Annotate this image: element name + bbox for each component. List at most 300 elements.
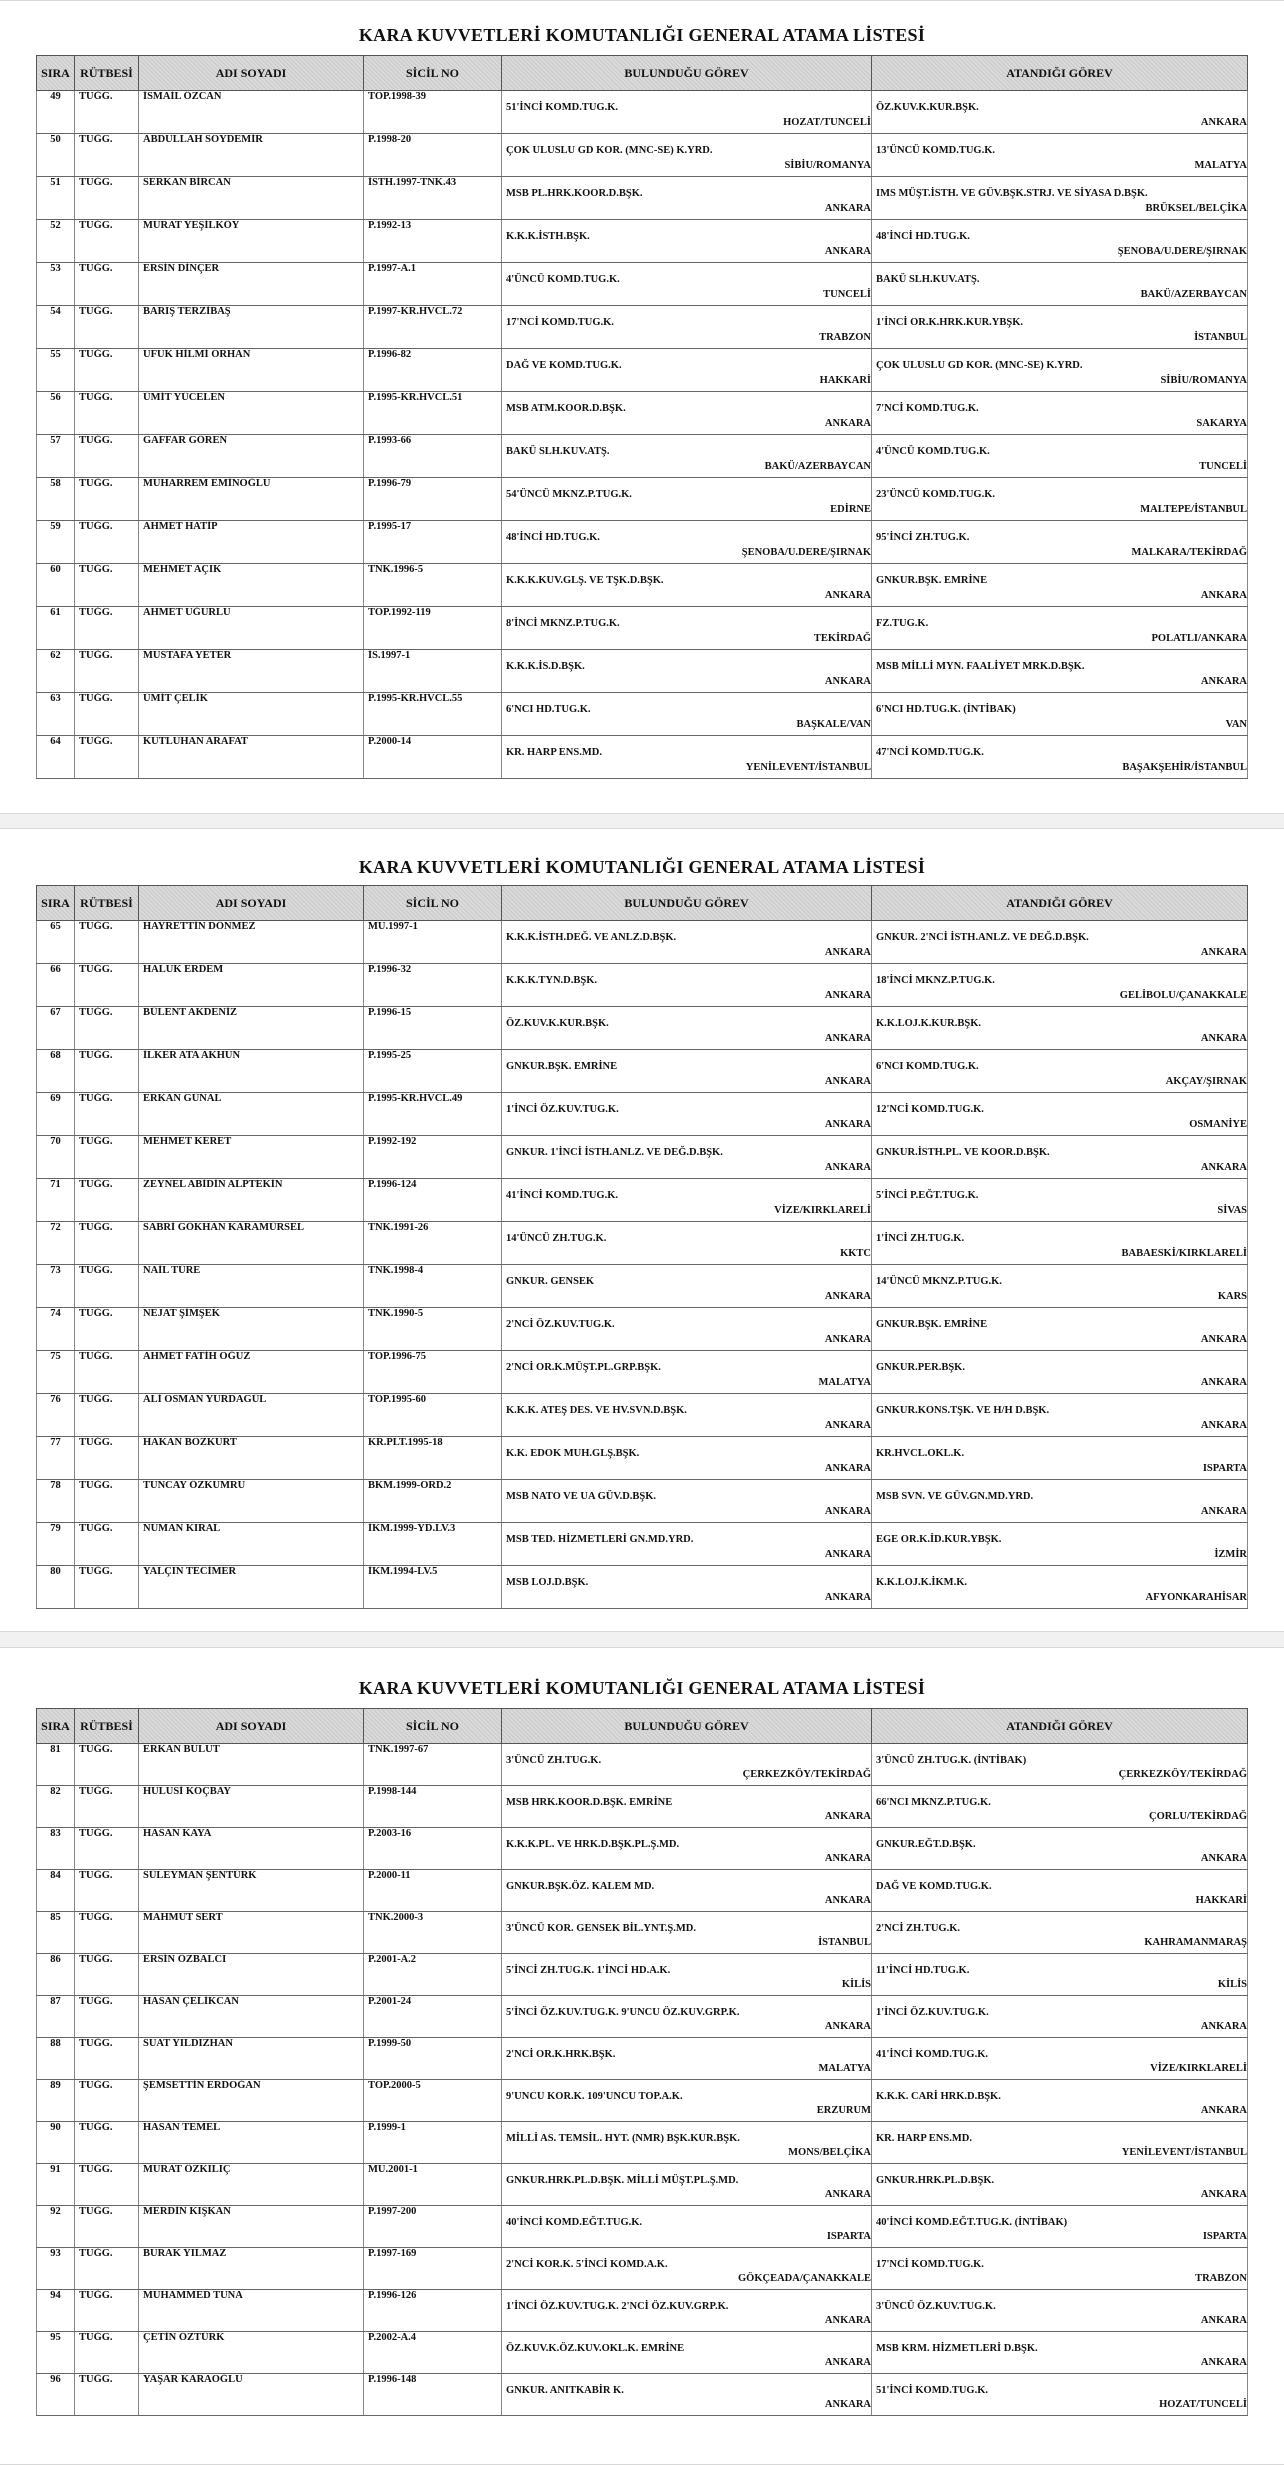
current-duty-unit: MSB PL.HRK.KOOR.D.BŞK.	[506, 188, 643, 199]
row-current-duty	[502, 306, 872, 349]
row-assigned-duty	[872, 2206, 1248, 2248]
assigned-duty-unit: GNKUR.BŞK. EMRİNE	[876, 575, 988, 586]
row-current-duty	[502, 921, 872, 964]
header-sira: SIRA	[37, 886, 75, 921]
table-row	[37, 2248, 1248, 2290]
row-rank: TUĞG.	[75, 2164, 139, 2206]
row-sicil: P.1995-KR.HVCL.55	[364, 693, 502, 736]
row-rank: TUĞG.	[75, 1050, 139, 1093]
assigned-duty-unit: 17'NCİ KOMD.TUG.K.	[876, 2259, 984, 2270]
row-sira: 73	[37, 1265, 75, 1308]
row-current-duty	[502, 2164, 872, 2206]
row-sira: 78	[37, 1480, 75, 1523]
header-current-duty: BULUNDUĞU GÖREV	[502, 1709, 872, 1744]
row-name: TUNCAY ÖZKUMRU	[139, 1480, 364, 1523]
table-row	[37, 1870, 1248, 1912]
row-assigned-duty	[872, 1523, 1248, 1566]
row-assigned-duty	[872, 607, 1248, 650]
row-rank: TUĞG.	[75, 1265, 139, 1308]
assigned-duty-location: TRABZON	[1195, 2273, 1247, 2284]
row-assigned-duty	[872, 1265, 1248, 1308]
row-current-duty	[502, 650, 872, 693]
row-name: MERDİN KIŞKAN	[139, 2206, 364, 2248]
row-rank: TUĞG.	[75, 1093, 139, 1136]
current-duty-location: TUNCELİ	[823, 289, 871, 300]
row-name: ŞEMSETTİN ERDOĞAN	[139, 2080, 364, 2122]
table-row	[37, 2290, 1248, 2332]
table-row	[37, 1954, 1248, 1996]
row-sicil: P.1995-17	[364, 521, 502, 564]
row-sira: 49	[37, 91, 75, 134]
row-sicil: P.1996-124	[364, 1179, 502, 1222]
assigned-duty-location: TUNCELİ	[1199, 461, 1247, 472]
assigned-duty-unit: EGE OR.K.İD.KUR.YBŞK.	[876, 1534, 1002, 1545]
row-name: ERKAN BULUT	[139, 1744, 364, 1786]
row-assigned-duty	[872, 736, 1248, 779]
row-name: HAKAN BOZKURT	[139, 1437, 364, 1480]
current-duty-unit: 1'İNCİ ÖZ.KUV.TUG.K.	[506, 1104, 619, 1115]
current-duty-unit: K.K.K. ATEŞ DES. VE HV.SVN.D.BŞK.	[506, 1405, 687, 1416]
assigned-duty-unit: 95'İNCİ ZH.TUG.K.	[876, 532, 970, 543]
row-sira: 64	[37, 736, 75, 779]
table-header-row	[37, 1709, 1248, 1744]
row-current-duty	[502, 91, 872, 134]
row-rank: TUĞG.	[75, 521, 139, 564]
row-sicil: P.1998-20	[364, 134, 502, 177]
current-duty-location: ERZURUM	[816, 2105, 871, 2116]
table-row	[37, 1179, 1248, 1222]
row-name: SÜLEYMAN ŞENTÜRK	[139, 1870, 364, 1912]
table-row	[37, 1744, 1248, 1786]
current-duty-location: ANKARA	[824, 1420, 871, 1431]
row-current-duty	[502, 2332, 872, 2374]
current-duty-location: ANKARA	[824, 990, 871, 1001]
assigned-duty-location: VAN	[1225, 719, 1247, 730]
current-duty-unit: 6'NCI HD.TUG.K.	[506, 704, 591, 715]
row-assigned-duty	[872, 2080, 1248, 2122]
assigned-duty-unit: 2'NCİ ZH.TUG.K.	[876, 1923, 961, 1934]
row-name: NUMAN KIRAL	[139, 1523, 364, 1566]
row-current-duty	[502, 1179, 872, 1222]
assigned-duty-location: GELİBOLU/ÇANAKKALE	[1119, 990, 1247, 1001]
row-rank: TUĞG.	[75, 921, 139, 964]
header-sicil: SİCİL NO	[364, 1709, 502, 1744]
assigned-duty-unit: MSB MİLLİ MYN. FAALİYET MRK.D.BŞK.	[876, 661, 1085, 672]
current-duty-location: MALATYA	[818, 2063, 871, 2074]
header-rank: RÜTBESİ	[75, 886, 139, 921]
table-row	[37, 220, 1248, 263]
row-name: HALUK ERDEM	[139, 964, 364, 1007]
row-sicil: P.2003-16	[364, 1828, 502, 1870]
assigned-duty-unit: 51'İNCİ KOMD.TUG.K.	[876, 2385, 989, 2396]
row-sira: 85	[37, 1912, 75, 1954]
row-rank: TUĞG.	[75, 2290, 139, 2332]
current-duty-unit: DAĞ VE KOMD.TUG.K.	[506, 360, 622, 371]
row-assigned-duty	[872, 177, 1248, 220]
table-row	[37, 478, 1248, 521]
row-sira: 59	[37, 521, 75, 564]
current-duty-location: ANKARA	[824, 2189, 871, 2200]
row-sicil: TNK.1998-4	[364, 1265, 502, 1308]
row-rank: TUĞG.	[75, 1786, 139, 1828]
assigned-duty-unit: 40'İNCİ KOMD.EĞT.TUG.K. (İNTİBAK)	[876, 2217, 1068, 2228]
row-name: HASAN ÇELİKCAN	[139, 1996, 364, 2038]
row-assigned-duty	[872, 921, 1248, 964]
row-current-duty	[502, 435, 872, 478]
current-duty-unit: 5'İNCİ ÖZ.KUV.TUG.K. 9'UNCU ÖZ.KUV.GRP.K.	[506, 2007, 740, 2018]
row-sira: 88	[37, 2038, 75, 2080]
current-duty-location: ANKARA	[824, 1811, 871, 1822]
table-row	[37, 306, 1248, 349]
row-rank: TUĞG.	[75, 607, 139, 650]
row-sira: 87	[37, 1996, 75, 2038]
current-duty-unit: 1'İNCİ ÖZ.KUV.TUG.K. 2'NCİ ÖZ.KUV.GRP.K.	[506, 2301, 729, 2312]
current-duty-unit: 3'ÜNCÜ KOR. GENSEK BİL.YNT.Ş.MD.	[506, 1923, 696, 1934]
current-duty-unit: K.K.K.İS.D.BŞK.	[506, 661, 585, 672]
row-sira: 74	[37, 1308, 75, 1351]
row-assigned-duty	[872, 1222, 1248, 1265]
row-name: HULUSİ KOÇBAY	[139, 1786, 364, 1828]
row-sira: 86	[37, 1954, 75, 1996]
current-duty-location: GÖKÇEADA/ÇANAKKALE	[737, 2273, 871, 2284]
current-duty-location: KKTC	[840, 1248, 871, 1259]
current-duty-location: EDİRNE	[830, 504, 871, 515]
row-rank: TUĞG.	[75, 91, 139, 134]
table-row	[37, 1007, 1248, 1050]
header-assigned-duty: ATANDIĞI GÖREV	[872, 886, 1248, 921]
row-assigned-duty	[872, 392, 1248, 435]
current-duty-unit: 40'İNCİ KOMD.EĞT.TUG.K.	[506, 2217, 643, 2228]
row-sira: 57	[37, 435, 75, 478]
assignment-table	[36, 1708, 1248, 2416]
assigned-duty-location: ANKARA	[1200, 1420, 1247, 1431]
row-sira: 61	[37, 607, 75, 650]
current-duty-unit: GNKUR.BŞK.ÖZ. KALEM MD.	[506, 1881, 655, 1892]
assigned-duty-location: MALKARA/TEKİRDAĞ	[1131, 547, 1247, 558]
row-rank: TUĞG.	[75, 306, 139, 349]
row-name: ERKAN GÜNAL	[139, 1093, 364, 1136]
row-assigned-duty	[872, 564, 1248, 607]
table-row	[37, 1136, 1248, 1179]
row-current-duty	[502, 1136, 872, 1179]
current-duty-location: ANKARA	[824, 1291, 871, 1302]
row-sira: 68	[37, 1050, 75, 1093]
assigned-duty-location: ANKARA	[1200, 947, 1247, 958]
table-row	[37, 435, 1248, 478]
assigned-duty-location: ANKARA	[1200, 2021, 1247, 2032]
row-sicil: P.2001-24	[364, 1996, 502, 2038]
assigned-duty-location: ÇORLU/TEKİRDAĞ	[1148, 1811, 1247, 1822]
row-sicil: İKM.1999-YD.LV.3	[364, 1523, 502, 1566]
assigned-duty-unit: 3'ÜNCÜ ZH.TUG.K. (İNTİBAK)	[876, 1755, 1027, 1766]
row-name: YAŞAR KARAOĞLU	[139, 2374, 364, 2416]
row-assigned-duty	[872, 1394, 1248, 1437]
current-duty-location: ÇERKEZKÖY/TEKİRDAĞ	[742, 1769, 871, 1780]
row-name: ÜMİT YÜCELEN	[139, 392, 364, 435]
row-sicil: P.1995-KR.HVCL.49	[364, 1093, 502, 1136]
row-sicil: P.2001-A.2	[364, 1954, 502, 1996]
row-assigned-duty	[872, 1007, 1248, 1050]
row-name: MEHMET KERET	[139, 1136, 364, 1179]
current-duty-unit: 14'ÜNCÜ ZH.TUG.K.	[506, 1233, 607, 1244]
current-duty-location: HOZAT/TUNCELİ	[783, 117, 871, 128]
current-duty-location: KİLİS	[841, 1979, 871, 1990]
row-rank: TUĞG.	[75, 1828, 139, 1870]
row-current-duty	[502, 1870, 872, 1912]
page-title: KARA KUVVETLERİ KOMUTANLIĞI GENERAL ATAMA LİSTESİ	[358, 857, 926, 877]
current-duty-unit: 17'NCİ KOMD.TUG.K.	[506, 317, 614, 328]
row-current-duty	[502, 2374, 872, 2416]
assigned-duty-location: ANKARA	[1200, 1162, 1247, 1173]
row-current-duty	[502, 220, 872, 263]
table-row	[37, 2374, 1248, 2416]
row-sicil: P.1997-169	[364, 2248, 502, 2290]
row-sicil: TOP.1995-60	[364, 1394, 502, 1437]
row-rank: TUĞG.	[75, 650, 139, 693]
current-duty-location: İSTANBUL	[818, 1937, 871, 1948]
assignment-table	[36, 885, 1248, 1609]
assigned-duty-location: İZMİR	[1214, 1549, 1247, 1560]
row-current-duty	[502, 607, 872, 650]
table-row	[37, 1523, 1248, 1566]
current-duty-unit: 2'NCİ OR.K.MÜŞT.PL.GRP.BŞK.	[506, 1362, 661, 1373]
row-current-duty	[502, 1480, 872, 1523]
table-row	[37, 736, 1248, 779]
row-sicil: TOP.1992-119	[364, 607, 502, 650]
current-duty-location: MALATYA	[818, 1377, 871, 1388]
row-current-duty	[502, 964, 872, 1007]
assigned-duty-unit: 4'ÜNCÜ KOMD.TUG.K.	[876, 446, 990, 457]
current-duty-unit: MSB HRK.KOOR.D.BŞK. EMRİNE	[506, 1797, 673, 1808]
current-duty-unit: 41'İNCİ KOMD.TUG.K.	[506, 1190, 619, 1201]
current-duty-unit: KR. HARP ENS.MD.	[506, 747, 602, 758]
current-duty-location: TEKİRDAĞ	[813, 633, 871, 644]
header-sicil: SİCİL NO	[364, 886, 502, 921]
row-sira: 72	[37, 1222, 75, 1265]
current-duty-location: ANKARA	[824, 2021, 871, 2032]
row-sicil: P.1999-1	[364, 2122, 502, 2164]
row-rank: TUĞG.	[75, 693, 139, 736]
row-assigned-duty	[872, 134, 1248, 177]
row-rank: TUĞG.	[75, 1523, 139, 1566]
row-rank: TUĞG.	[75, 736, 139, 779]
current-duty-unit: K.K. EDOK MUH.GLŞ.BŞK.	[506, 1448, 640, 1459]
row-current-duty	[502, 1744, 872, 1786]
row-sicil: P.1996-126	[364, 2290, 502, 2332]
table-row	[37, 693, 1248, 736]
row-sira: 77	[37, 1437, 75, 1480]
row-name: MEHMET AÇIK	[139, 564, 364, 607]
current-duty-unit: MSB ATM.KOOR.D.BŞK.	[506, 403, 626, 414]
row-assigned-duty	[872, 1136, 1248, 1179]
header-current-duty: BULUNDUĞU GÖREV	[502, 56, 872, 91]
row-assigned-duty	[872, 1437, 1248, 1480]
row-assigned-duty	[872, 1050, 1248, 1093]
assigned-duty-unit: 13'ÜNCÜ KOMD.TUG.K.	[876, 145, 995, 156]
row-sicil: MU.2001-1	[364, 2164, 502, 2206]
row-assigned-duty	[872, 1996, 1248, 2038]
row-current-duty	[502, 2290, 872, 2332]
table-row	[37, 349, 1248, 392]
header-rank: RÜTBESİ	[75, 1709, 139, 1744]
assigned-duty-unit: 7'NCİ KOMD.TUG.K.	[876, 403, 979, 414]
current-duty-location: MONS/BELÇİKA	[788, 2147, 871, 2158]
row-assigned-duty	[872, 1954, 1248, 1996]
assigned-duty-unit: MSB SVN. VE GÜV.GN.MD.YRD.	[876, 1491, 1034, 1502]
table-row	[37, 1828, 1248, 1870]
current-duty-unit: 51'İNCİ KOMD.TUG.K.	[506, 102, 619, 113]
row-name: MUSTAFA YETER	[139, 650, 364, 693]
row-current-duty	[502, 1265, 872, 1308]
row-rank: TUĞG.	[75, 2374, 139, 2416]
row-sira: 95	[37, 2332, 75, 2374]
row-sicil: TOP.2000-5	[364, 2080, 502, 2122]
row-current-duty	[502, 478, 872, 521]
assigned-duty-unit: K.K.K. CARİ HRK.D.BŞK.	[876, 2091, 1001, 2102]
row-name: ÜMİT ÇELİK	[139, 693, 364, 736]
assigned-duty-location: POLATLI/ANKARA	[1151, 633, 1247, 644]
assigned-duty-unit: 66'NCI MKNZ.P.TUG.K.	[876, 1797, 991, 1808]
assigned-duty-unit: ÇOK ULUSLU GD KOR. (MNC-SE) K.YRD.	[876, 360, 1083, 371]
row-sicil: P.1995-KR.HVCL.51	[364, 392, 502, 435]
row-sira: 51	[37, 177, 75, 220]
assigned-duty-location: MALATYA	[1194, 160, 1247, 171]
row-current-duty	[502, 2122, 872, 2164]
assigned-duty-unit: IMS MÜŞT.İSTH. VE GÜV.BŞK.STRJ. VE SİYASA D.BŞK.	[876, 188, 1148, 199]
assigned-duty-unit: GNKUR.PER.BŞK.	[876, 1362, 965, 1373]
row-sira: 90	[37, 2122, 75, 2164]
row-current-duty	[502, 521, 872, 564]
current-duty-unit: GNKUR. 1'İNCİ İSTH.ANLZ. VE DEĞ.D.BŞK.	[506, 1147, 723, 1158]
row-sira: 89	[37, 2080, 75, 2122]
current-duty-location: ANKARA	[824, 1033, 871, 1044]
assigned-duty-location: ANKARA	[1200, 2357, 1247, 2368]
row-name: MUHARREM EMİNOĞLU	[139, 478, 364, 521]
row-name: NEJAT ŞİMŞEK	[139, 1308, 364, 1351]
row-sira: 52	[37, 220, 75, 263]
row-rank: TUĞG.	[75, 1136, 139, 1179]
row-name: HAYRETTİN DÖNMEZ	[139, 921, 364, 964]
current-duty-location: HAKKARİ	[819, 375, 871, 386]
row-assigned-duty	[872, 2332, 1248, 2374]
table-row	[37, 1912, 1248, 1954]
current-duty-unit: GNKUR. ANITKABİR K.	[506, 2385, 624, 2396]
row-sicil: P.2002-A.4	[364, 2332, 502, 2374]
row-name: MURAT YEŞİLKÖY	[139, 220, 364, 263]
row-current-duty	[502, 263, 872, 306]
row-assigned-duty	[872, 306, 1248, 349]
row-rank: TUĞG.	[75, 1912, 139, 1954]
row-current-duty	[502, 564, 872, 607]
current-duty-location: ANKARA	[824, 1076, 871, 1087]
row-assigned-duty	[872, 1093, 1248, 1136]
current-duty-unit: GNKUR.BŞK. EMRİNE	[506, 1061, 618, 1072]
assigned-duty-unit: 6'NCI HD.TUG.K. (İNTİBAK)	[876, 704, 1016, 715]
row-rank: TUĞG.	[75, 1954, 139, 1996]
current-duty-location: ANKARA	[824, 1463, 871, 1474]
row-name: İLKER ATA AKHUN	[139, 1050, 364, 1093]
row-current-duty	[502, 1996, 872, 2038]
row-sicil: TNK.1997-67	[364, 1744, 502, 1786]
row-rank: TUĞG.	[75, 2038, 139, 2080]
current-duty-location: ANKARA	[824, 1895, 871, 1906]
row-rank: TUĞG.	[75, 1480, 139, 1523]
assigned-duty-unit: 12'NCİ KOMD.TUG.K.	[876, 1104, 984, 1115]
row-assigned-duty	[872, 2290, 1248, 2332]
row-current-duty	[502, 2038, 872, 2080]
row-name: BÜLENT AKDENİZ	[139, 1007, 364, 1050]
current-duty-unit: ÖZ.KUV.K.KUR.BŞK.	[506, 1018, 609, 1029]
row-name: ERSİN ÖZBALCI	[139, 1954, 364, 1996]
assigned-duty-unit: 23'ÜNCÜ KOMD.TUG.K.	[876, 489, 995, 500]
table-header-row	[37, 56, 1248, 91]
row-name: AHMET FATİH OĞUZ	[139, 1351, 364, 1394]
header-sira: SIRA	[37, 56, 75, 91]
assigned-duty-location: ANKARA	[1200, 2315, 1247, 2326]
assigned-duty-unit: 6'NCI KOMD.TUG.K.	[876, 1061, 979, 1072]
row-rank: TUĞG.	[75, 1351, 139, 1394]
row-rank: TUĞG.	[75, 177, 139, 220]
assigned-duty-unit: 1'İNCİ ZH.TUG.K.	[876, 1233, 965, 1244]
assigned-duty-location: ANKARA	[1200, 117, 1247, 128]
row-assigned-duty	[872, 263, 1248, 306]
table-row	[37, 1480, 1248, 1523]
current-duty-location: SİBİU/ROMANYA	[784, 160, 871, 171]
assigned-duty-unit: K.K.LOJ.K.İKM.K.	[876, 1577, 968, 1588]
row-current-duty	[502, 1308, 872, 1351]
current-duty-location: ANKARA	[824, 1853, 871, 1864]
assigned-duty-location: SİVAS	[1217, 1205, 1247, 1216]
row-sicil: P.1998-144	[364, 1786, 502, 1828]
row-assigned-duty	[872, 435, 1248, 478]
header-current-duty: BULUNDUĞU GÖREV	[502, 886, 872, 921]
row-assigned-duty	[872, 521, 1248, 564]
row-sicil: P.1995-25	[364, 1050, 502, 1093]
row-rank: TUĞG.	[75, 564, 139, 607]
assigned-duty-unit: 11'İNCİ HD.TUG.K.	[876, 1965, 970, 1976]
row-assigned-duty	[872, 2248, 1248, 2290]
table-row	[37, 2164, 1248, 2206]
current-duty-unit: K.K.K.KUV.GLŞ. VE TŞK.D.BŞK.	[506, 575, 664, 586]
row-rank: TUĞG.	[75, 478, 139, 521]
current-duty-unit: ÇOK ULUSLU GD KOR. (MNC-SE) K.YRD.	[506, 145, 713, 156]
assigned-duty-unit: GNKUR.İSTH.PL. VE KOOR.D.BŞK.	[876, 1147, 1050, 1158]
assigned-duty-location: BAKÜ/AZERBAYCAN	[1140, 289, 1247, 300]
current-duty-location: ŞENOBA/U.DERE/ŞIRNAK	[741, 547, 871, 558]
row-sicil: İS.1997-1	[364, 650, 502, 693]
row-assigned-duty	[872, 1912, 1248, 1954]
row-name: HASAN KAYA	[139, 1828, 364, 1870]
current-duty-location: BAŞKALE/VAN	[796, 719, 871, 730]
row-assigned-duty	[872, 1308, 1248, 1351]
current-duty-unit: 2'NCİ KOR.K. 5'İNCİ KOMD.A.K.	[506, 2259, 668, 2270]
row-current-duty	[502, 2206, 872, 2248]
current-duty-location: ANKARA	[824, 1334, 871, 1345]
row-sicil: İKM.1994-LV.5	[364, 1566, 502, 1609]
row-assigned-duty	[872, 1480, 1248, 1523]
assigned-duty-location: YENİLEVENT/İSTANBUL	[1121, 2147, 1247, 2158]
assigned-duty-location: SİBİU/ROMANYA	[1160, 375, 1247, 386]
row-rank: TUĞG.	[75, 1007, 139, 1050]
row-sira: 65	[37, 921, 75, 964]
assigned-duty-unit: GNKUR.EĞT.D.BŞK.	[876, 1839, 976, 1850]
row-assigned-duty	[872, 478, 1248, 521]
row-assigned-duty	[872, 91, 1248, 134]
row-sicil: TNK.1990-5	[364, 1308, 502, 1351]
row-name: BARIŞ TERZİBAŞ	[139, 306, 364, 349]
assigned-duty-location: ŞENOBA/U.DERE/ŞIRNAK	[1117, 246, 1247, 257]
row-sira: 62	[37, 650, 75, 693]
